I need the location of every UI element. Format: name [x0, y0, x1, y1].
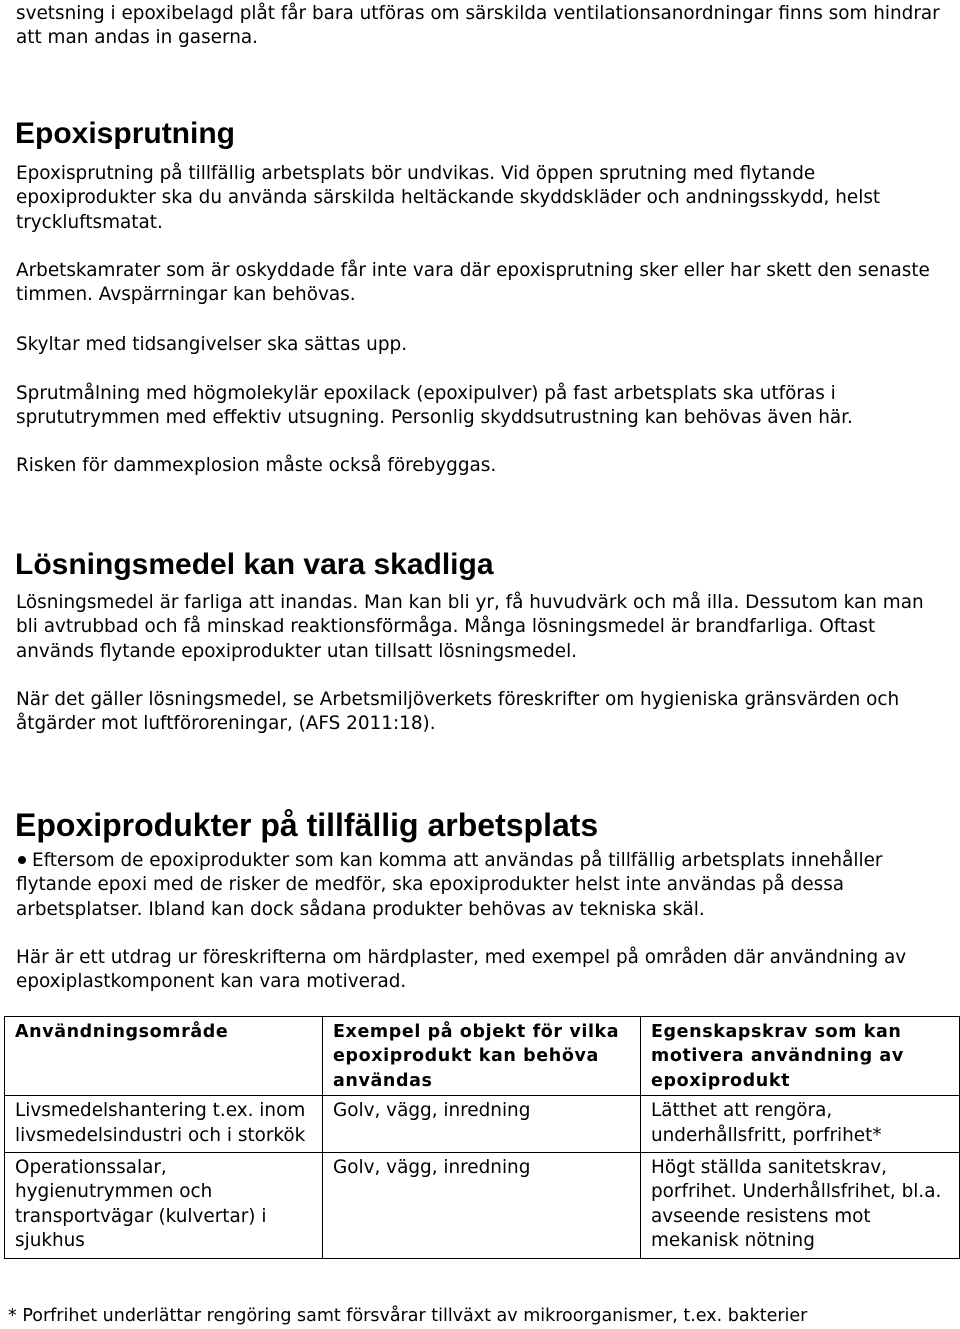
- bullet-item: [16, 849, 951, 922]
- spraying-paragraph-5: Risken för dammexplosion måste också förebyggas.: [16, 455, 497, 476]
- table-cell: Högt ställda sanitetskrav, porfrihet. Underhållsfrihet, bl.a. avseende resistens mot mekanisk nötning: [641, 1153, 960, 1259]
- usage-table: [4, 1016, 960, 1259]
- spraying-paragraph-2: Arbetskamrater som är oskyddade får inte vara där epoxisprutning sker eller har skett den senaste timmen. Avspärrningar kan behövas.: [16, 260, 930, 306]
- intro-paragraph: svetsning i epoxibelagd plåt får bara utföras om särskilda ventilationsanordningar finns som hindrar att man andas in gaserna.: [16, 3, 940, 49]
- table-cell: Golv, vägg, inredning: [323, 1096, 641, 1153]
- table-header-cell: Exempel på objekt för vilka epoxiprodukt kan behöva användas: [323, 1017, 641, 1096]
- table-header-cell: Egenskapskrav som kan motivera användning av epoxiprodukt: [641, 1017, 960, 1096]
- spraying-paragraph-4: Sprutmålning med högmolekylär epoxilack (epoxipulver) på fast arbetsplats ska utföras i sprututrymmen med effektiv utsugning. Personlig skyddsutrustning kan behövas även här.: [16, 383, 853, 429]
- heading-temporary-workplace: Epoxiprodukter på tillfällig arbetsplats: [15, 807, 599, 843]
- solvents-paragraph-1: Lösningsmedel är farliga att inandas. Man kan bli yr, få huvudvärk och må illa. Dessutom kan man bli avtrubbad och få minskad reaktionsförmåga. Många lösningsmedel är brandfarliga. Oftast används flytande epoxiprodukter utan tillsatt lösningsmedel.: [16, 592, 924, 662]
- table-row: [5, 1153, 960, 1259]
- spraying-paragraph-3: Skyltar med tidsangivelser ska sättas upp.: [16, 334, 408, 355]
- table-cell: Operationssalar, hygienutrymmen och transportvägar (kulvertar) i sjukhus: [5, 1153, 323, 1259]
- temporary-paragraph: Här är ett utdrag ur föreskrifterna om härdplaster, med exempel på områden där användning av epoxiplastkomponent kan vara motiverad.: [16, 947, 907, 993]
- solvents-paragraph-2: När det gäller lösningsmedel, se Arbetsmiljöverkets föreskrifter om hygieniska gränsvärden och åtgärder mot luftföroreningar, (AFS 2011:18).: [16, 689, 900, 735]
- bullet-text: Eftersom de epoxiprodukter som kan komma att användas på tillfällig arbetsplats innehåller flytande epoxi med de risker de medför, ska epoxiprodukter helst inte användas på dessa arbetsplatser. Ibland kan dock sådana produkter behövas av tekniska skäl.: [16, 850, 883, 920]
- heading-epoxisprutning: Epoxisprutning: [15, 117, 235, 150]
- table-cell: Livsmedelshantering t.ex. inom livsmedelsindustri och i storkök: [5, 1096, 323, 1153]
- bullet-dot-icon: [18, 856, 26, 864]
- table-header-row: [5, 1017, 960, 1096]
- spraying-paragraph-1: Epoxisprutning på tillfällig arbetsplats bör undvikas. Vid öppen sprutning med flytande epoxiprodukter ska du använda särskilda heltäckande skyddskläder och andningsskydd, helst tryckluftsmatat.: [16, 163, 881, 233]
- table-header-cell: Användningsområde: [5, 1017, 323, 1096]
- table-cell: Golv, vägg, inredning: [323, 1153, 641, 1259]
- table-cell: Lätthet att rengöra, underhållsfritt, porfrihet*: [641, 1096, 960, 1153]
- footnote: * Porfrihet underlättar rengöring samt försvårar tillväxt av mikroorganismer, t.ex. bakterier: [8, 1306, 808, 1326]
- heading-solvents: Lösningsmedel kan vara skadliga: [15, 548, 494, 581]
- table-row: [5, 1096, 960, 1153]
